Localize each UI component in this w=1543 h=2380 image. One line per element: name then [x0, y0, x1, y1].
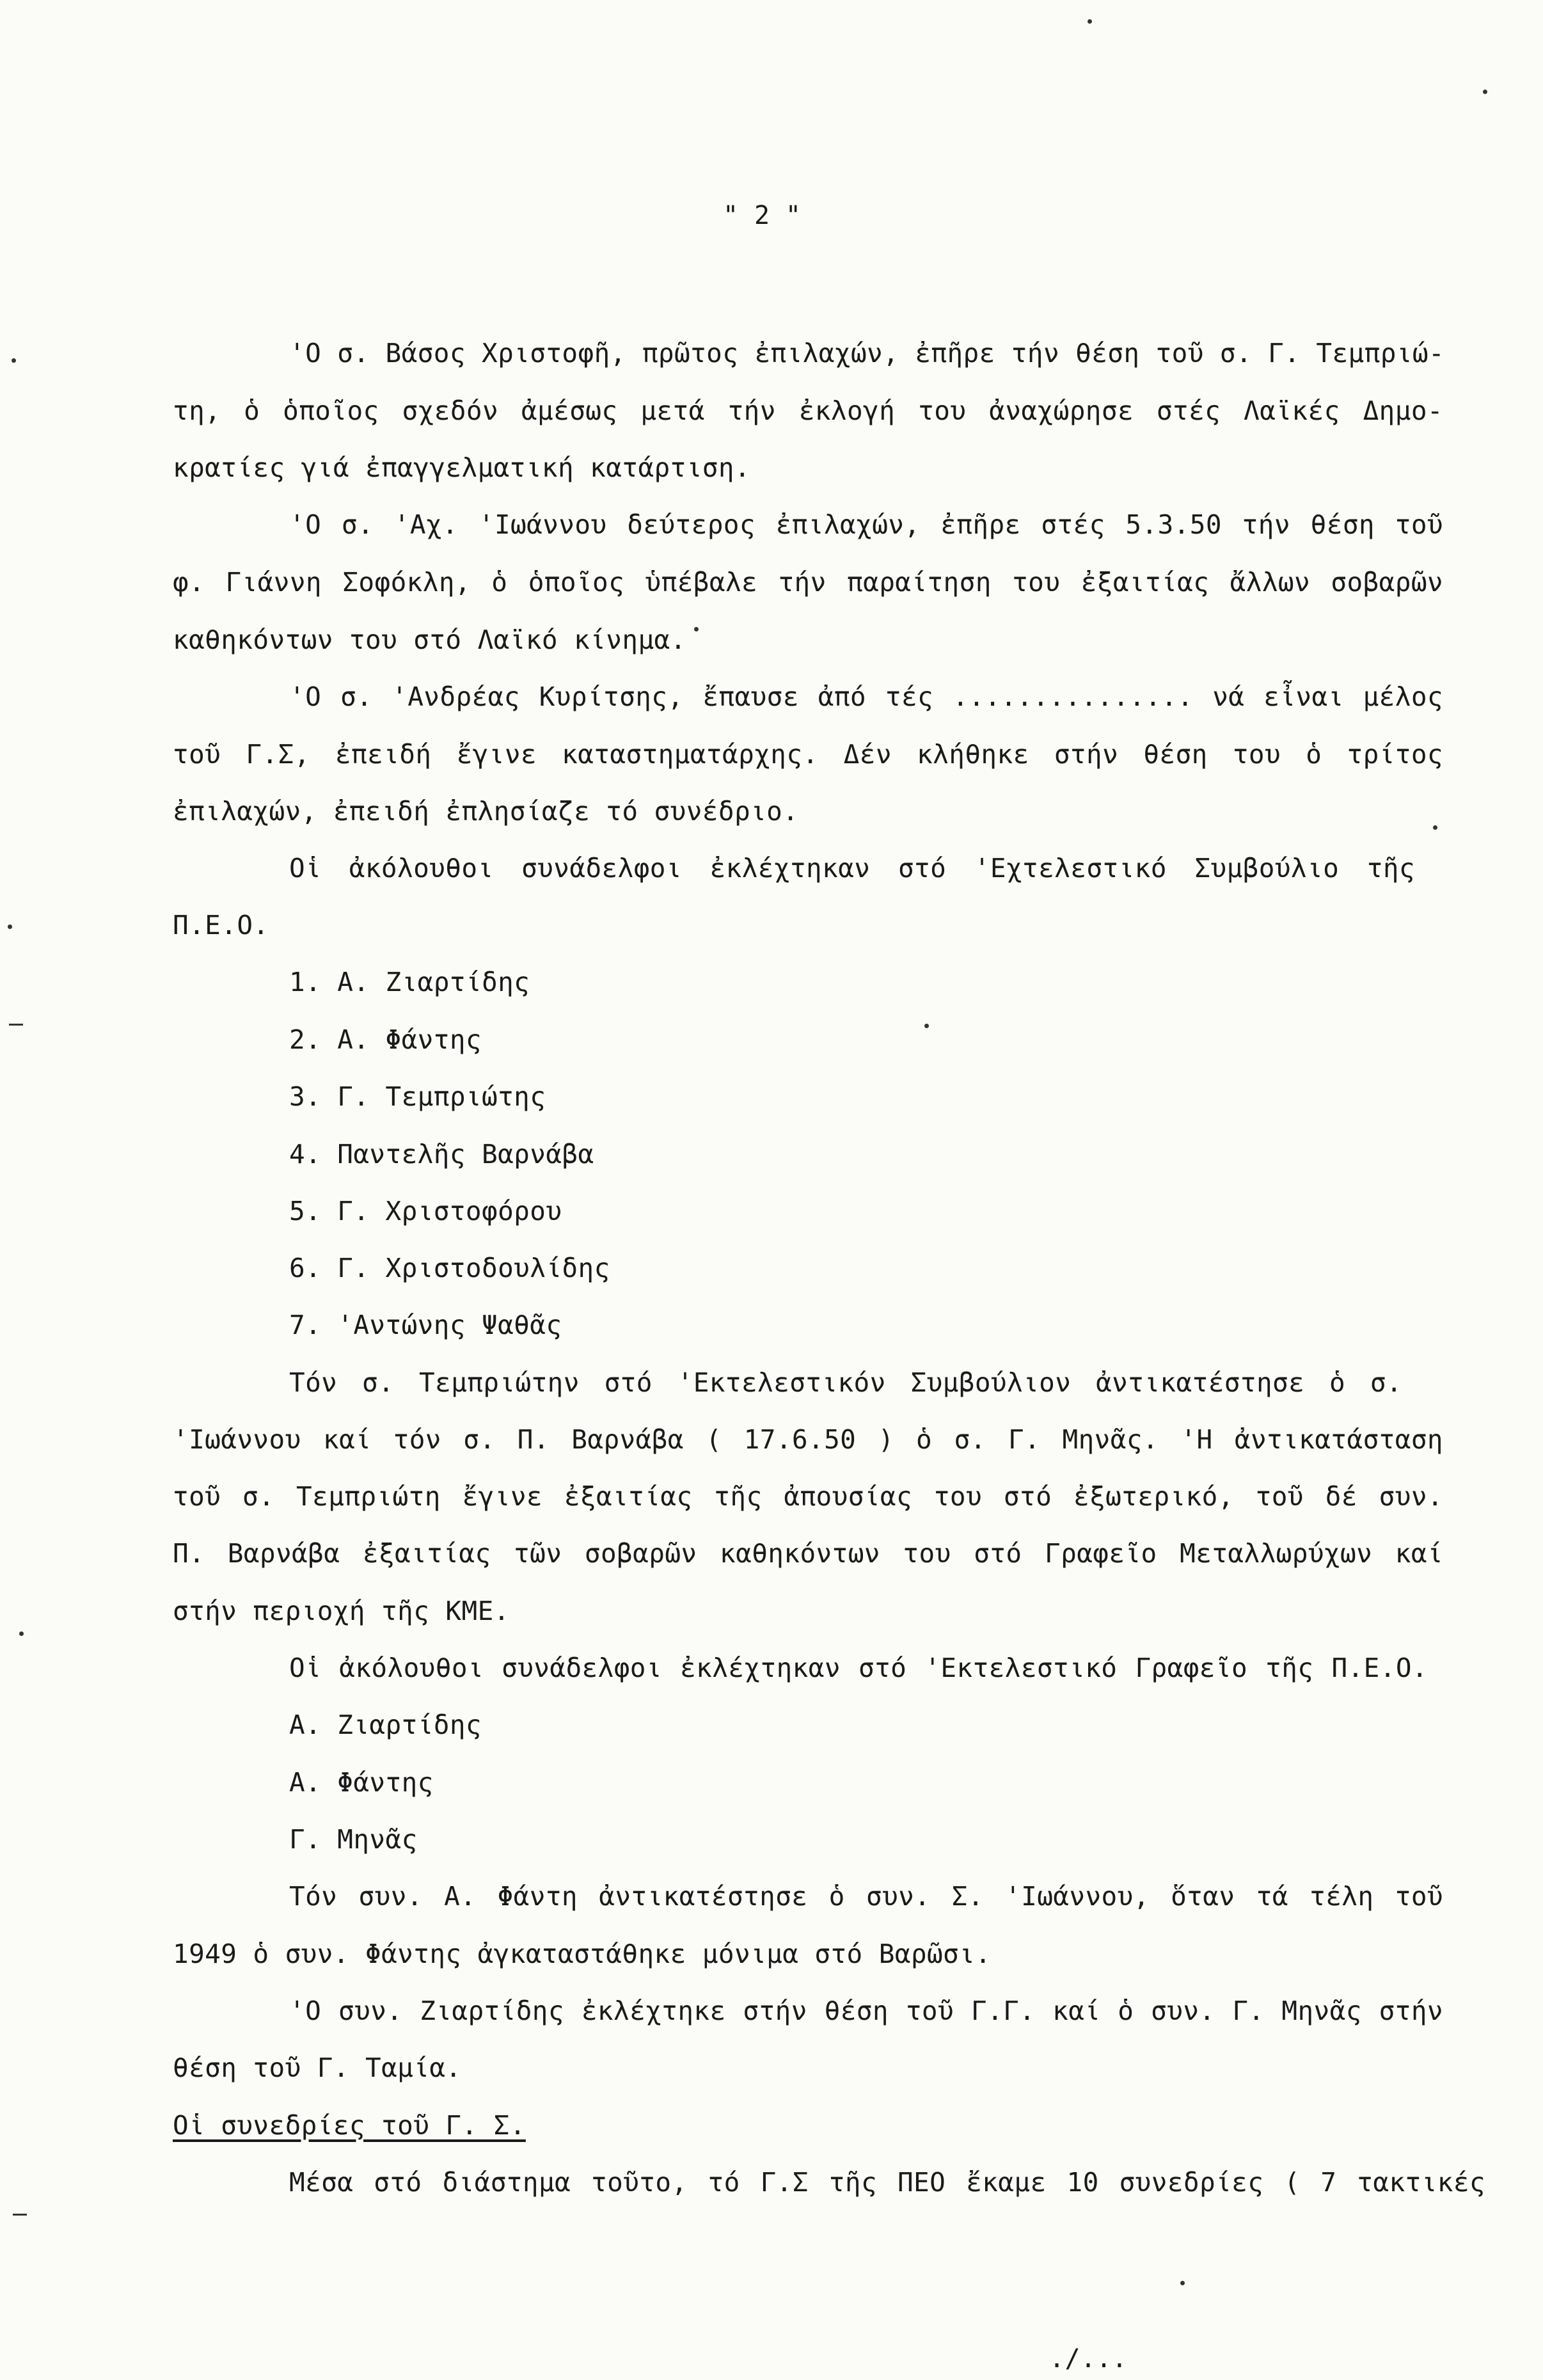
paragraph-2-line-1: 'Ο σ. 'Αχ. 'Ιωάννου δεύτερος ἐπιλαχών, ἐπῆρε στές 5.3.50 τήν θέση τοῦ — [289, 509, 1443, 540]
scan-speck — [1483, 90, 1487, 94]
paragraph-8-line-1: 'Ο συν. Ζιαρτίδης ἐκλέχτηκε στήν θέση τοῦ Γ.Γ. καί ὁ συν. Γ. Μηνᾶς στήν — [289, 1995, 1443, 2026]
continuation-mark: ./... — [1049, 2344, 1128, 2374]
paragraph-2-line-3: καθηκόντων του στό Λαϊκό κίνημα. — [173, 624, 686, 655]
paragraph-3-line-1: 'Ο σ. 'Ανδρέας Κυρίτσης, ἔπαυσε ἀπό τές ............... νά εἶναι μέλος — [289, 681, 1443, 712]
council-member-1: 1. Α. Ζιαρτίδης — [289, 967, 530, 997]
paragraph-4-line-1: Οἱ ἀκόλουθοι συνάδελφοι ἐκλέχτηκαν στό 'Εχτελεστικό Συμβούλιο τῆς — [289, 853, 1415, 884]
office-member-3: Γ. Μηνᾶς — [289, 1824, 418, 1855]
council-member-3: 3. Γ. Τεμπριώτης — [289, 1081, 546, 1112]
section-heading: Οἱ συνεδρίες τοῦ Γ. Σ. — [173, 2110, 526, 2141]
scan-mark — [9, 1024, 23, 1026]
council-member-4: 4. Παντελῆς Βαρνάβα — [289, 1139, 594, 1170]
paragraph-1-line-2: τη, ὁ ὁποῖος σχεδόν ἀμέσως μετά τήν ἐκλογή του ἀναχώρησε στές Λαϊκές Δημο- — [173, 395, 1443, 426]
paragraph-5-line-4: Π. Βαρνάβα ἐξαιτίας τῶν σοβαρῶν καθηκόντων του στό Γραφεῖο Μεταλλωρύχων καί — [173, 1538, 1443, 1569]
paragraph-7-line-2: 1949 ὁ συν. Φάντης ἀγκαταστάθηκε μόνιμα στό Βαρῶσι. — [173, 1939, 992, 1969]
paragraph-5-line-1: Τόν σ. Τεμπριώτην στό 'Εκτελεστικόν Συμβούλιον ἀντικατέστησε ὁ σ. — [289, 1367, 1402, 1398]
paragraph-5-line-3: τοῦ σ. Τεμπριώτη ἔγινε ἐξαιτίας τῆς ἀπουσίας του στό ἐξωτερικό, τοῦ δέ συν. — [173, 1481, 1443, 1512]
council-member-2: 2. Α. Φάντης — [289, 1024, 482, 1055]
scan-speck — [924, 1024, 929, 1028]
council-member-7: 7. 'Αντώνης Ψαθᾶς — [289, 1310, 562, 1340]
paragraph-6: Οἱ ἀκόλουθοι συνάδελφοι ἐκλέχτηκαν στό 'Εκτελεστικό Γραφεῖο τῆς Π.Ε.Ο. — [289, 1653, 1428, 1683]
office-member-1: Α. Ζιαρτίδης — [289, 1710, 482, 1740]
office-member-2: Α. Φάντης — [289, 1767, 434, 1798]
paragraph-1-line-1: 'Ο σ. Βάσος Χριστοφῆ, πρῶτος ἐπιλαχών, ἐπῆρε τήν θέση τοῦ σ. Γ. Τεμπριώ- — [289, 338, 1445, 369]
paragraph-5-line-2: 'Ιωάννου καί τόν σ. Π. Βαρνάβα ( 17.6.50 ) ὁ σ. Γ. Μηνᾶς. 'Η ἀντικατάσταση — [173, 1424, 1443, 1455]
scan-speck — [694, 627, 699, 631]
paragraph-9: Μέσα στό διάστημα τοῦτο, τό Γ.Σ τῆς ΠΕΟ ἔκαμε 10 συνεδρίες ( 7 τακτικές — [289, 2167, 1485, 2198]
council-member-6: 6. Γ. Χριστοδουλίδης — [289, 1253, 610, 1283]
scan-speck — [8, 924, 12, 929]
paragraph-2-line-2: φ. Γιάννη Σοφόκλη, ὁ ὁποῖος ὑπέβαλε τήν παραίτηση του ἐξαιτίας ἄλλων σοβαρῶν — [173, 567, 1443, 598]
paragraph-8-line-2: θέση τοῦ Γ. Ταμία. — [173, 2052, 462, 2083]
page-number: " 2 " — [723, 201, 802, 230]
council-member-5: 5. Γ. Χριστοφόρου — [289, 1196, 562, 1226]
paragraph-5-line-5: στήν περιοχή τῆς ΚΜΕ. — [173, 1596, 510, 1626]
paragraph-3-line-3: ἐπιλαχών, ἐπειδή ἐπλησίαζε τό συνέδριο. — [173, 796, 799, 827]
scan-mark — [13, 2214, 27, 2216]
paragraph-7-line-1: Τόν συν. Α. Φάντη ἀντικατέστησε ὁ συν. Σ. 'Ιωάννου, ὅταν τά τέλη τοῦ — [289, 1881, 1443, 1912]
scan-speck — [12, 358, 16, 363]
scan-speck — [19, 1631, 24, 1636]
scan-speck — [1433, 825, 1437, 830]
paragraph-3-line-2: τοῦ Γ.Σ, ἐπειδή ἔγινε καταστηματάρχης. Δέν κλήθηκε στήν θέση του ὁ τρίτος — [173, 739, 1443, 770]
scan-speck — [1180, 2281, 1185, 2285]
paragraph-1-line-3: κρατίες γιά ἐπαγγελματική κατάρτιση. — [173, 452, 751, 483]
scan-speck — [1088, 19, 1092, 24]
paragraph-4-line-2: Π.Ε.Ο. — [173, 910, 269, 940]
